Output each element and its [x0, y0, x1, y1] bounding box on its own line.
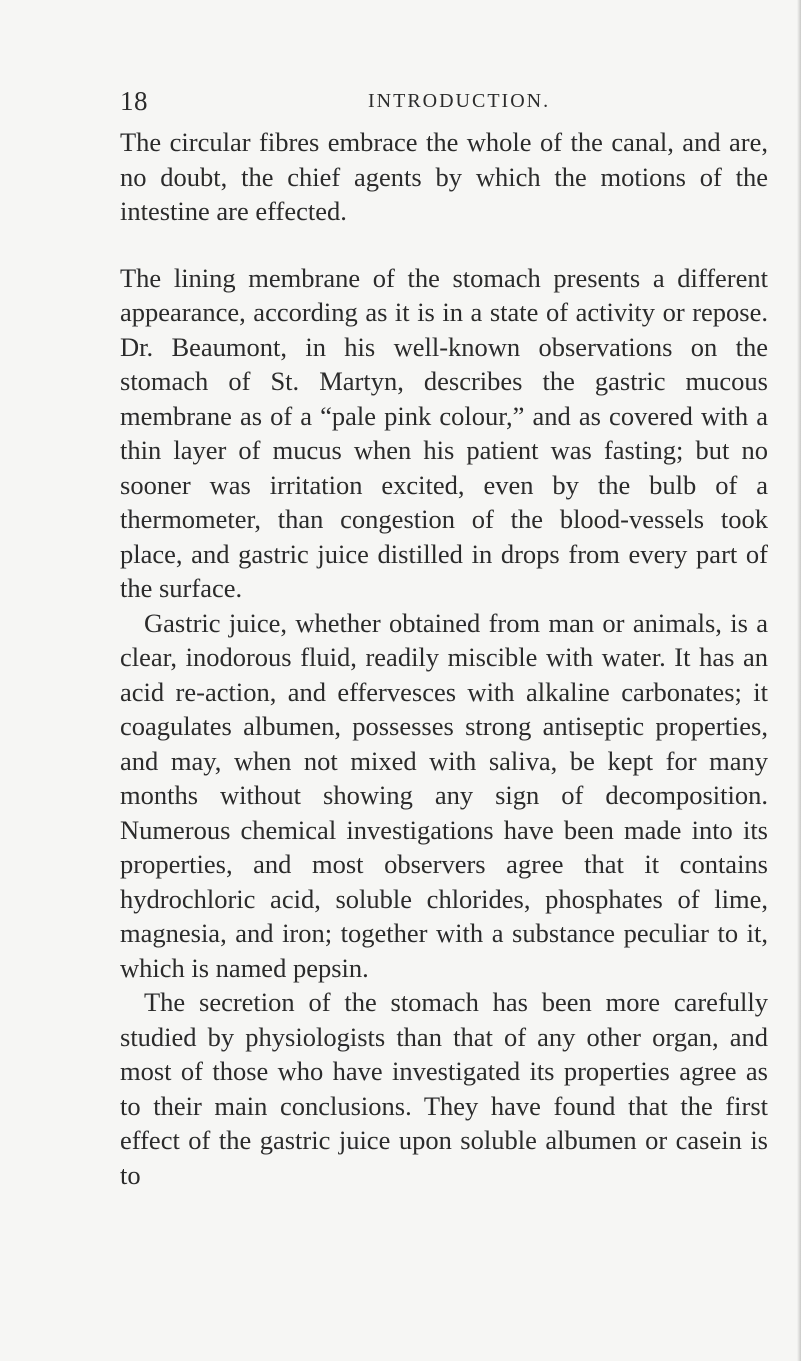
- paragraph-circular-fibres: The circular fibres embrace the whole of the canal, and are, no doubt, the chief agents by which the motions of the intestine are effected.: [120, 127, 768, 226]
- header-title: INTRODUCTION.: [368, 90, 551, 112]
- page-edge-shadow: [797, 0, 801, 1361]
- running-head: [120, 86, 768, 118]
- page-number: 18: [120, 86, 148, 116]
- paragraph-gastric-juice: Gastric juice, whether obtained from man or animals, is a clear, inodorous fluid, readily miscible with water. It has an acid re-action, and effervesces with alkaline carbonates; it coagulates albumen, possesses strong antiseptic properties, and may, when not mixed with saliva, be kept for many months without showing any sign of decomposition. Numerous chemical investigations have been made into its properties, and most observers agree that it contains hydrochloric acid, soluble chlorides, phosphates of lime, magnesia, and iron; together with a substance peculiar to it, which is named pepsin.: [120, 607, 768, 983]
- body-text: [120, 125, 768, 1192]
- paragraph-lining-membrane: The lining membrane of the stomach presents a different appearance, according as it is in a state of activity or repose. Dr. Beaumont, in his well-known observations on the stomach of St. Martyn, describes the gastric mucous membrane as of a “pale pink colour,” and as covered with a thin layer of mucus when his patient was fasting; but no sooner was irritation excited, even by the bulb of a thermometer, than congestion of the blood-vessels took place, and gastric juice distilled in drops from every part of the surface.: [120, 262, 768, 603]
- paragraph-secretion: The secretion of the stomach has been more carefully studied by physiologists than that of any other organ, and most of those who have investigated its properties agree as to their main conclusions. They have found that the first effect of the gastric juice upon soluble albumen or casein is to: [120, 987, 768, 1190]
